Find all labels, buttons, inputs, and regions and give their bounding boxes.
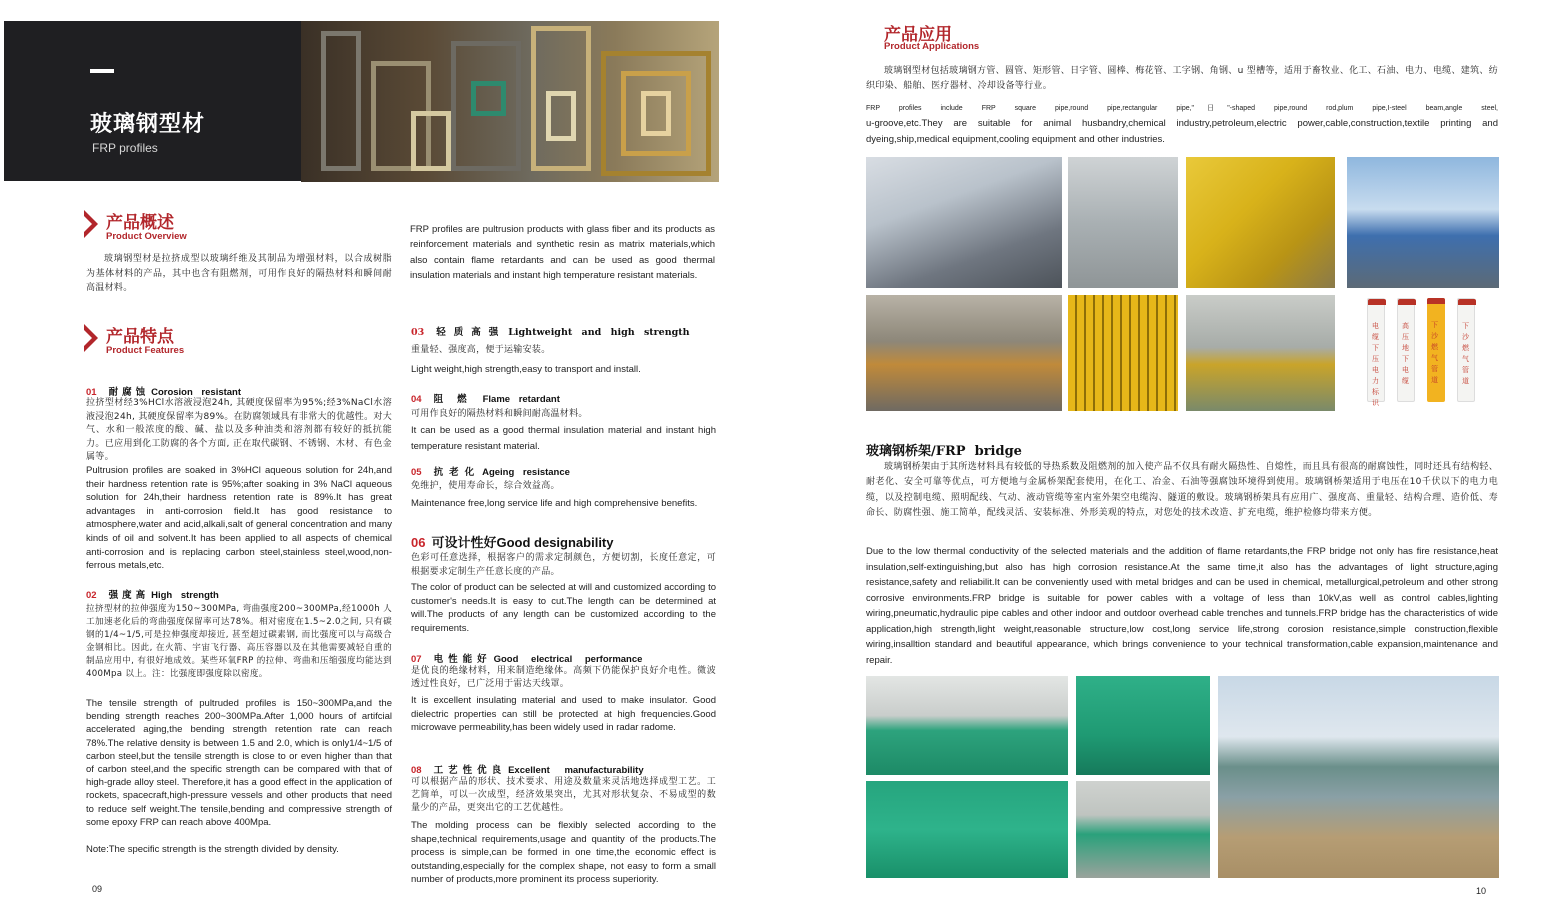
feature-04-body-en: It can be used as a good thermal insulation material and instant high temperature resistant material. <box>411 425 716 452</box>
chevron-right-icon <box>84 210 98 238</box>
page-number: 09 <box>92 884 103 894</box>
feature-title-en: High strength <box>151 590 219 601</box>
feature-number: 06 <box>411 535 426 550</box>
workshop-railing-photo <box>866 295 1062 411</box>
marker-post <box>1397 298 1415 402</box>
feature-06-body-en: The color of product can be selected at will and customized according to customer's needs.It is easy to cut.The length can be determined at will.The products of any length can be customized according to the requirements. <box>411 582 716 634</box>
feature-05-body-en: Maintenance free,long service life and high comprehensive benefits. <box>411 498 698 509</box>
marker-posts-photo <box>1347 290 1499 416</box>
overview-body-cn: 玻璃钢型材是拉挤成型以玻璃纤维及其制品为增强材料，以合成树脂为基体材料的产品，其中也含有阻燃剂，可用作良好的隔热材料和瞬间耐高温材料。 <box>86 254 392 293</box>
feature-number: 02 <box>86 590 97 601</box>
feature-08-body-en: The molding process can be flexibly selected according to the shape,technical requirements,usage and quantity of the products.The process is simple,can be formed in one time,the economic effect is outstanding,especially for the complex shape, not easy to form a small number of products,more prominent its process superiority. <box>411 820 716 886</box>
feature-number: 01 <box>86 387 97 398</box>
cage-ladder-photo <box>1068 157 1178 288</box>
chevron-right-icon <box>84 324 98 352</box>
marker-label: 电缆下压电力标识 <box>1372 322 1379 407</box>
overview-body-en: FRP profiles are pultrusion products with glass fiber and its products as reinforcement materials and synthetic resin as matrix materials,which also contain flame retardants and can be used as good thermal insulation materials and instant high temperature resistant materials. <box>410 224 715 281</box>
marker-label: 高压地下电缆 <box>1402 322 1409 385</box>
cable-tray-closeup-photo <box>866 781 1068 878</box>
applications-heading-cn: 产品应用 <box>884 25 952 45</box>
features-heading-en: Product Features <box>106 345 185 356</box>
overhead-cable-bridge-photo <box>1218 676 1499 878</box>
feature-title-cn: 阻燃 <box>433 394 481 405</box>
feature-07-body-cn: 是优良的绝缘材料，用来制造绝缘体。高频下仍能保护良好介电性。微波透过性良好，已广泛用于雷达天线罩。 <box>411 666 716 689</box>
applications-heading <box>884 20 1084 56</box>
feature-05-body-cn: 免维护，使用寿命长，综合效益高。 <box>411 481 560 491</box>
feature-02-note: Note:The specific strength is the strength divided by density. <box>86 844 339 855</box>
feature-01-body-cn: 拉挤型材经3%HCl水溶液浸泡24h, 其硬度保留率为95%;经3%NaCl水溶液浸泡24h, 其硬度保留率为89%。在防腐领域具有非常大的优越性。对大气、水和一般浓度的酸、碱、盐以及多种油类和溶剂都有较好的抵抗能力。已应用到化工防腐的各个方面, 正在取代碳钢、不锈钢、木材、有色金属等。 <box>86 398 392 463</box>
feature-title-cn: 轻质高强 <box>436 327 507 338</box>
feature-title-cn: 耐腐蚀 <box>108 387 150 398</box>
page-10 <box>858 0 1553 902</box>
overview-heading-en: Product Overview <box>106 231 187 242</box>
feature-02-body-en: The tensile strength of pultruded profiles is 150~300MPa,and the bending strength reaches 200~300MPa.After 1,000 hours of artifcial accelerated aging,the bending strength retention rate can reach 78%.The relative density is between 1.5 and 2.0, which is only1/4~1/5 of carbon steel,but the tensile strength is close to or even higher than that of carbon steel,and the specific strength can be compared with that of high-grade alloy steel. Therefore,it has a good effect in the application of rockets, spacecraft,high-pressure vessels and other products that need to reduce self weight.The tensile,bending and compressive strength of some epoxy FRP can reach above 400Mpa. <box>86 698 392 828</box>
feature-01-heading <box>86 384 241 398</box>
feature-title-en: Good electrical performance <box>493 654 643 665</box>
feature-02-heading <box>86 587 219 601</box>
feature-number: 05 <box>411 467 422 478</box>
feature-number: 08 <box>411 765 422 776</box>
feature-06-body-cn: 色彩可任意选择，根据客户的需求定制颜色，方便切割，长度任意定，可根据要求定制生产任意长度的产品。 <box>411 553 716 577</box>
yellow-stair-photo <box>1186 157 1335 288</box>
feature-title-en: Good designability <box>496 535 614 550</box>
feature-02-body-cn: 拉挤型材的拉伸强度为150~300MPa, 弯曲强度200~300MPa,经1000h 人工加速老化后的弯曲强度保留率可达78%。相对密度在1.5~2.0之间, 只有碳钢的1/4~1/5,可是拉伸强度却接近, 甚至超过碳素钢, 而比强度可以与高级合金钢相比。因此, 在火箭、宇宙飞行器、高压容器以及在其他需要减轻自重的制品应用中, 有很好地成效。某些环氧FRP 的拉伸、弯曲和压缩强度均能达到400Mpa 以上。注：比强度即强度除以密度。 <box>86 604 392 679</box>
feature-title-en: Corosion resistant <box>151 387 242 398</box>
yellow-grating-photo <box>1068 295 1178 411</box>
cable-tray-photo <box>866 676 1068 775</box>
page-title: 玻璃钢型材 <box>90 112 206 137</box>
page-09 <box>0 0 740 902</box>
bridge-body-en: Due to the low thermal conductivity of the selected materials and the addition of flame retardants,the FRP bridge not only has fire resistance,heat insulation,self-extinguishing,but also has high corrosion resistance.At the same time,it also has the advantages of light structure,aging resistance,safety and reliabilit.It can be conveniently used with metal bridges and can be used in chemical, metallurgical,petroleum and other strong corrosive environments.FRP bridge is suitable for power cables with a voltage of less than 10kV,as well as control cables,lighting wiring,pneumatic,hydraulic pipe cables and other indoor and outdoor overhead cable trenches and tunnels.FRP bridge has the characteristics of wide application,high strength,light weight,reasonable structure,low cost,long service life,strong corosion resistance,simple construction,flexible wiring,insalltion standard and beautiful appearance, which brings convenience to your technical transformation,cable expansion,maintenance and repair. <box>866 546 1498 666</box>
marker-post <box>1427 298 1445 402</box>
yellow-railing-stairs-photo <box>1186 295 1335 411</box>
feature-06-heading <box>411 532 614 551</box>
applications-body-en-line1: FRP profiles include FRP square pipe,round pipe,rectangular pipe,"日"-shaped pipe,round rod,plum pipe,I-steel beam,angle steel, <box>866 105 1498 112</box>
title-banner <box>4 21 301 181</box>
feature-04-heading <box>411 391 560 405</box>
feature-08-heading <box>411 762 644 776</box>
feature-05-heading <box>411 464 570 478</box>
feature-07-heading <box>411 651 642 665</box>
title-dash <box>90 69 114 73</box>
marker-label: 下沙燃气管道 <box>1462 322 1469 385</box>
page-number: 10 <box>1476 886 1487 896</box>
feature-title-cn: 强度高 <box>108 590 150 601</box>
bridge-body-cn: 玻璃钢桥架由于其所选材料具有较低的导热系数及阻燃剂的加入使产品不仅具有耐火隔热性、自熄性，而且具有很高的耐腐蚀性，同时还具有结构轻、耐老化、安全可靠等优点，可方便地与金属桥架配套使用，在化工、冶金、石油等强腐蚀环境得到使用。玻璃钢桥架适用于电压在10千伏以下的电力电缆，以及控制电缆、照明配线、气动、液动管缆等室内室外架空电缆沟、隧道的敷设。玻璃钢桥架具有应用广、强度高、重量轻、结构合理、造价低、寿命长、防腐性强、施工简单，配线灵活、安装标准、外形美观的特点，对您处的技术改造、扩充电缆，维护检修均带来方便。 <box>866 462 1498 518</box>
feature-title-en: Lightweight and high strength <box>508 327 690 338</box>
feature-03-heading <box>411 324 690 338</box>
bridge-heading: 玻璃钢桥架/FRP bridge <box>866 444 1022 459</box>
page-subtitle: FRP profiles <box>92 141 158 155</box>
feature-03-body-cn: 重量轻、强度高，便于运输安装。 <box>411 345 551 355</box>
applications-heading-en: Product Applications <box>884 41 980 52</box>
applications-body-en: u-groove,etc.They are suitable for animal husbandry,chemical industry,petroleum,electric power,cable,construction,textile printing and dyeing,ship,medical equipment,cooling equipment and other industries. <box>866 118 1498 145</box>
feature-title-cn: 抗老化 <box>433 467 481 478</box>
feature-title-cn: 工艺性优良 <box>433 765 507 776</box>
feature-08-body-cn: 可以根据产品的形状、技术要求、用途及数量来灵活地选择成型工艺。工艺简单，可以一次成型，经济效果突出，尤其对形状复杂、不易成型的数量少的产品，更突出它的工艺优越性。 <box>411 777 716 813</box>
blue-fence-photo <box>1347 157 1499 288</box>
marker-label: 下沙燃气管道 <box>1431 321 1438 384</box>
canopy-walkway-photo <box>866 157 1062 288</box>
feature-title-cn: 可设计性好 <box>431 536 497 551</box>
page-gutter <box>740 0 858 902</box>
overview-heading-cn: 产品概述 <box>106 213 174 233</box>
feature-04-body-cn: 可用作良好的隔热材料和瞬间耐高温材料。 <box>411 409 588 419</box>
feature-number: 03 <box>411 327 425 338</box>
features-heading-cn: 产品特点 <box>106 327 174 347</box>
feature-number: 04 <box>411 394 422 405</box>
features-heading <box>84 322 284 358</box>
feature-title-en: Flame retardant <box>482 394 560 405</box>
marker-post <box>1457 298 1475 402</box>
applications-body-cn: 玻璃钢型材包括玻璃钢方管、圆管、矩形管、日字管、圆棒、梅花管、工字钢、角钢、u 型槽等，适用于畜牧业、化工、石油、电力、电缆、建筑、纺织印染、船舶、医疗器材、冷却设备等行业。 <box>866 66 1498 91</box>
feature-03-body-en: Light weight,high strength,easy to transport and install. <box>411 364 641 375</box>
feature-01-body-en: Pultrusion profiles are soaked in 3%HCl aqueous solution for 24h,and their hardness retention rate is 95%;after soaking in 3% NaCl aqueous solution for 24h,their hardness retention rate is 89%.It has great advantages in anti-corrosion field.It has good resistance to atmosphere,water and acid,alkali,salt of general concentration and many kinds of oil and solvent.It has been applied to all aspects of chemical anti-corrosion and is replacing carbon steel,stainless steel,wood,non-ferrous metals,etc. <box>86 465 392 572</box>
cable-tray-warehouse-photo <box>1076 781 1210 878</box>
frp-profiles-photo <box>301 21 719 182</box>
marker-post <box>1367 298 1385 407</box>
feature-title-en: Excellent manufacturability <box>508 765 644 776</box>
feature-number: 07 <box>411 654 422 665</box>
feature-title-cn: 电性能好 <box>433 654 492 665</box>
overview-heading <box>84 208 284 244</box>
feature-07-body-en: It is excellent insulating material and used to make insulator. Good dielectric properties can still be protected at high frequencies.Good microwave permeability,has been widely used in radar radome. <box>411 695 716 734</box>
feature-title-en: Ageing resistance <box>482 467 570 478</box>
cable-tray-stack-photo <box>1076 676 1210 775</box>
